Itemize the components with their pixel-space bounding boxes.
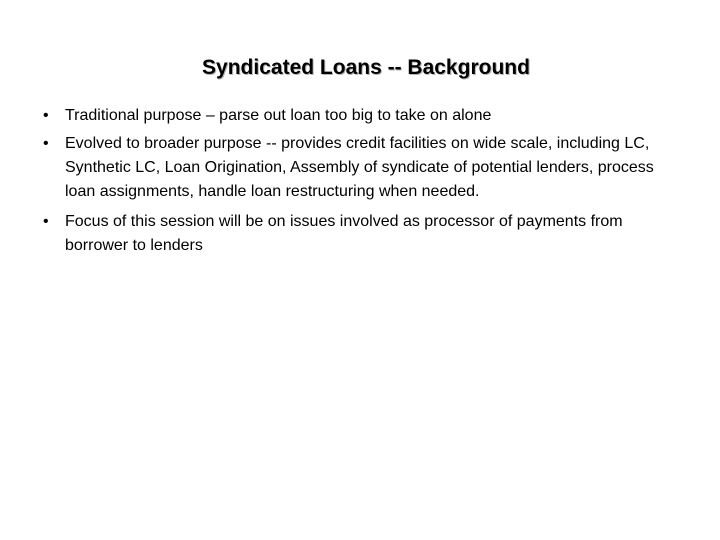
bullet-item-session-focus [40,210,680,258]
bullet-text: Traditional purpose – parse out loan too big to take on alone [65,107,492,124]
bullet-marker: • [43,135,49,152]
bullet-text: Focus of this session will be on issues involved as processor of payments from borrower to lenders [65,213,623,254]
bullet-text: Evolved to broader purpose -- provides credit facilities on wide scale, including LC, Synthetic LC, Loan Origination, Assembly of syndicate of potential lenders, process loan assignments, handle loan restructuring when needed. [65,135,654,200]
bullet-item-broader-purpose [40,132,680,204]
slide-title: Syndicated Loans -- Background [202,56,530,79]
bullet-item-traditional-purpose [40,104,680,128]
bullet-marker: • [43,213,49,230]
bullet-list [40,104,680,264]
bullet-marker: • [43,107,49,124]
